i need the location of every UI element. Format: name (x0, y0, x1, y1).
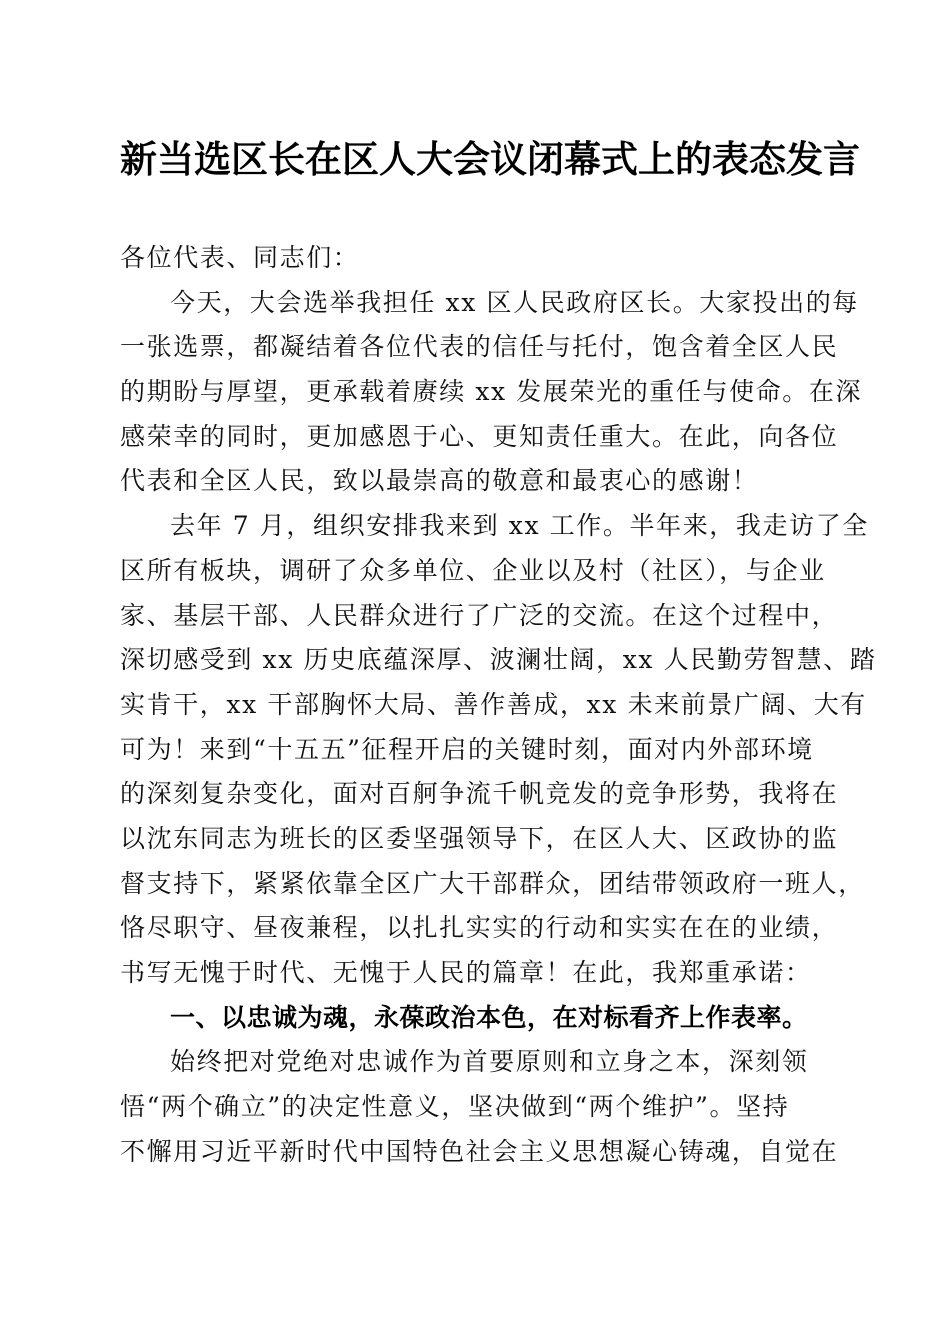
paragraph-3 (120, 1040, 839, 1174)
paragraph-line: 可为！来到“十五五”征程开启的关键时刻，面对内外部环境 (120, 734, 814, 764)
paragraph-1 (120, 281, 863, 504)
paragraph-line: 区所有板块，调研了众多单位、企业以及村（社区），与企业 (120, 555, 826, 585)
paragraph-line: 的期盼与厚望，更承载着赓续 xx 发展荣光的重任与使命。在深 (120, 377, 863, 407)
salutation: 各位代表、同志们： (120, 243, 360, 272)
paragraph-line: 实肯干，xx 干部胸怀大局、善作善成，xx 未来前景广阔、大有 (120, 689, 867, 719)
paragraph-line: 悟“两个确立”的决定性意义，坚决做到“两个维护”。坚持 (120, 1092, 790, 1122)
document-page (120, 130, 877, 1174)
paragraph-line: 家、基层干部、人民群众进行了广泛的交流。在这个过程中， (120, 600, 839, 630)
paragraph-line: 深切感受到 xx 历史底蕴深厚、波澜壮阔，xx 人民勤劳智慧、踏 (120, 645, 877, 675)
paragraph-line: 今天，大会选举我担任 xx 区人民政府区长。大家投出的每 (170, 287, 859, 317)
paragraph-line: 督支持下，紧紧依靠全区广大干部群众，团结带领政府一班人， (120, 868, 865, 898)
paragraph-line: 感荣幸的同时，更加感恩于心、更知责任重大。在此，向各位 (120, 421, 839, 451)
document-title: 新当选区长在区人大会议闭幕式上的表态发言 (120, 138, 860, 181)
paragraph-line: 的深刻复杂变化，面对百舸争流千帆竞发的竞争形势，我将在 (120, 779, 839, 809)
section-heading-1: 一、以忠诚为魂，永葆政治本色，在对标看齐上作表率。 (170, 1002, 808, 1032)
paragraph-line: 去年 7 月，组织安排我来到 xx 工作。半年来，我走访了全 (170, 511, 869, 541)
paragraph-line: 代表和全区人民，致以最崇高的敬意和最衷心的感谢！ (120, 466, 759, 496)
paragraph-line: 一张选票，都凝结着各位代表的信任与托付，饱含着全区人民 (120, 332, 839, 362)
paragraph-line: 恪尽职守、昼夜兼程，以扎扎实实的行动和实实在在的业绩， (120, 913, 839, 943)
paragraph-line: 书写无愧于时代、无愧于人民的篇章！在此，我郑重承诺： (120, 958, 812, 987)
document-body (120, 236, 877, 1174)
paragraph-line: 不懈用习近平新时代中国特色社会主义思想凝心铸魂，自觉在 (120, 1136, 839, 1166)
paragraph-2 (120, 504, 877, 996)
paragraph-line: 以沈东同志为班长的区委坚强领导下，在区人大、区政协的监 (120, 823, 839, 853)
paragraph-line: 始终把对党绝对忠诚作为首要原则和立身之本，深刻领 (170, 1047, 809, 1077)
